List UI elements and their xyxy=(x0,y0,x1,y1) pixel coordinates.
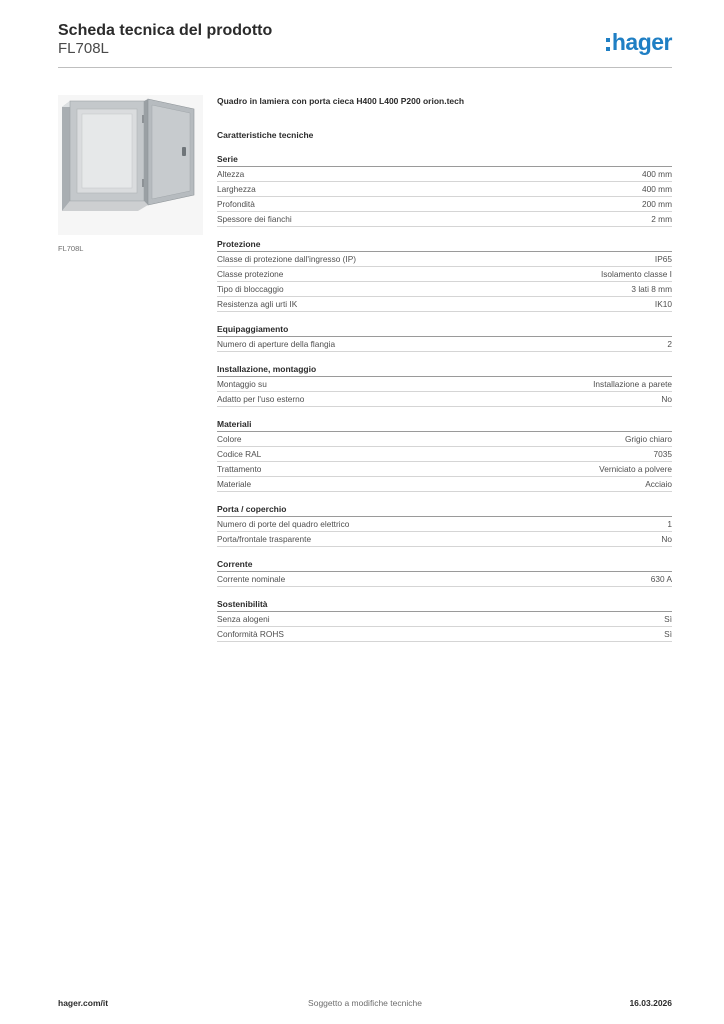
spec-row xyxy=(217,517,672,532)
spec-label: Resistenza agli urti IK xyxy=(217,299,298,309)
spec-group-sostenibilita xyxy=(217,597,672,642)
spec-value: 200 mm xyxy=(642,199,672,209)
spec-group-equipaggiamento xyxy=(217,322,672,352)
spec-row xyxy=(217,392,672,407)
spec-row xyxy=(217,197,672,212)
spec-group-materiali xyxy=(217,417,672,492)
electrical-enclosure-icon xyxy=(58,95,203,235)
spec-row xyxy=(217,337,672,352)
spec-group-serie xyxy=(217,152,672,227)
spec-row xyxy=(217,267,672,282)
spec-row xyxy=(217,182,672,197)
spec-row xyxy=(217,572,672,587)
spec-value: Verniciato a polvere xyxy=(599,464,672,474)
spec-label: Codice RAL xyxy=(217,449,262,459)
spec-row xyxy=(217,167,672,182)
spec-group-title: Porta / coperchio xyxy=(217,502,672,517)
spec-label: Numero di aperture della flangia xyxy=(217,339,336,349)
spec-group-corrente xyxy=(217,557,672,587)
spec-row xyxy=(217,532,672,547)
specifications-section xyxy=(217,96,672,642)
spec-group-porta xyxy=(217,502,672,547)
specifications-heading: Caratteristiche tecniche xyxy=(217,130,314,140)
spec-group-title: Protezione xyxy=(217,237,672,252)
spec-value: Isolamento classe I xyxy=(600,269,672,279)
spec-label: Trattamento xyxy=(217,464,262,474)
spec-value: 3 lati 8 mm xyxy=(631,284,672,294)
spec-label: Tipo di bloccaggio xyxy=(217,284,284,294)
spec-value: Grigio chiaro xyxy=(624,434,672,444)
product-code: FL708L xyxy=(58,40,109,57)
spec-label: Adatto per l'uso esterno xyxy=(217,394,305,404)
hager-logo-icon xyxy=(606,30,672,54)
spec-value: 7035 xyxy=(653,449,672,459)
spec-value: IK10 xyxy=(654,299,672,309)
spec-row xyxy=(217,252,672,267)
spec-group-protezione xyxy=(217,237,672,312)
spec-row xyxy=(217,377,672,392)
spec-value: Installazione a parete xyxy=(593,379,672,389)
spec-row xyxy=(217,447,672,462)
spec-label: Classe di protezione dall'ingresso (IP) xyxy=(217,254,357,264)
spec-group-title: Serie xyxy=(217,152,672,167)
spec-value: 2 mm xyxy=(651,214,672,224)
page-footer xyxy=(58,994,672,1014)
spec-label: Numero di porte del quadro elettrico xyxy=(217,519,350,529)
spec-label: Senza alogeni xyxy=(217,614,270,624)
spec-row xyxy=(217,462,672,477)
spec-row xyxy=(217,612,672,627)
spec-value: Acciaio xyxy=(645,479,672,489)
image-caption: FL708L xyxy=(58,244,84,253)
spec-label: Altezza xyxy=(217,169,245,179)
spec-label: Classe protezione xyxy=(217,269,284,279)
spec-label: Spessore dei fianchi xyxy=(217,214,292,224)
spec-value: IP65 xyxy=(654,254,672,264)
spec-label: Materiale xyxy=(217,479,252,489)
footer-date: 16.03.2026 xyxy=(629,998,672,1008)
spec-value: 400 mm xyxy=(642,169,672,179)
spec-label: Conformità ROHS xyxy=(217,629,284,639)
spec-value: 2 xyxy=(667,339,672,349)
spec-group-title: Corrente xyxy=(217,557,672,572)
spec-group-title: Materiali xyxy=(217,417,672,432)
spec-label: Montaggio su xyxy=(217,379,267,389)
footer-notice: Soggetto a modifiche tecniche xyxy=(308,998,422,1008)
spec-group-installazione xyxy=(217,362,672,407)
spec-value: No xyxy=(661,534,672,544)
document-title: Scheda tecnica del prodotto xyxy=(58,22,273,39)
spec-row xyxy=(217,297,672,312)
spec-group-title: Installazione, montaggio xyxy=(217,362,672,377)
spec-label: Larghezza xyxy=(217,184,256,194)
spec-value: 400 mm xyxy=(642,184,672,194)
spec-row xyxy=(217,477,672,492)
spec-label: Profondità xyxy=(217,199,255,209)
spec-value: 1 xyxy=(667,519,672,529)
spec-label: Porta/frontale trasparente xyxy=(217,534,312,544)
spec-value: 630 A xyxy=(650,574,672,584)
spec-row xyxy=(217,282,672,297)
footer-website: hager.com/it xyxy=(58,998,109,1008)
spec-value: No xyxy=(661,394,672,404)
spec-group-title: Sostenibilità xyxy=(217,597,672,612)
spec-row xyxy=(217,432,672,447)
spec-value: Sì xyxy=(664,629,672,639)
spec-row xyxy=(217,212,672,227)
logo-text: hager xyxy=(611,28,672,55)
spec-group-title: Equipaggiamento xyxy=(217,322,672,337)
logo-mark xyxy=(606,38,610,51)
spec-row xyxy=(217,627,672,642)
page-header xyxy=(58,20,672,68)
spec-value: Sì xyxy=(664,614,672,624)
spec-label: Colore xyxy=(217,434,242,444)
spec-label: Corrente nominale xyxy=(217,574,286,584)
product-description: Quadro in lamiera con porta cieca H400 L400 P200 orion.tech xyxy=(217,96,465,106)
